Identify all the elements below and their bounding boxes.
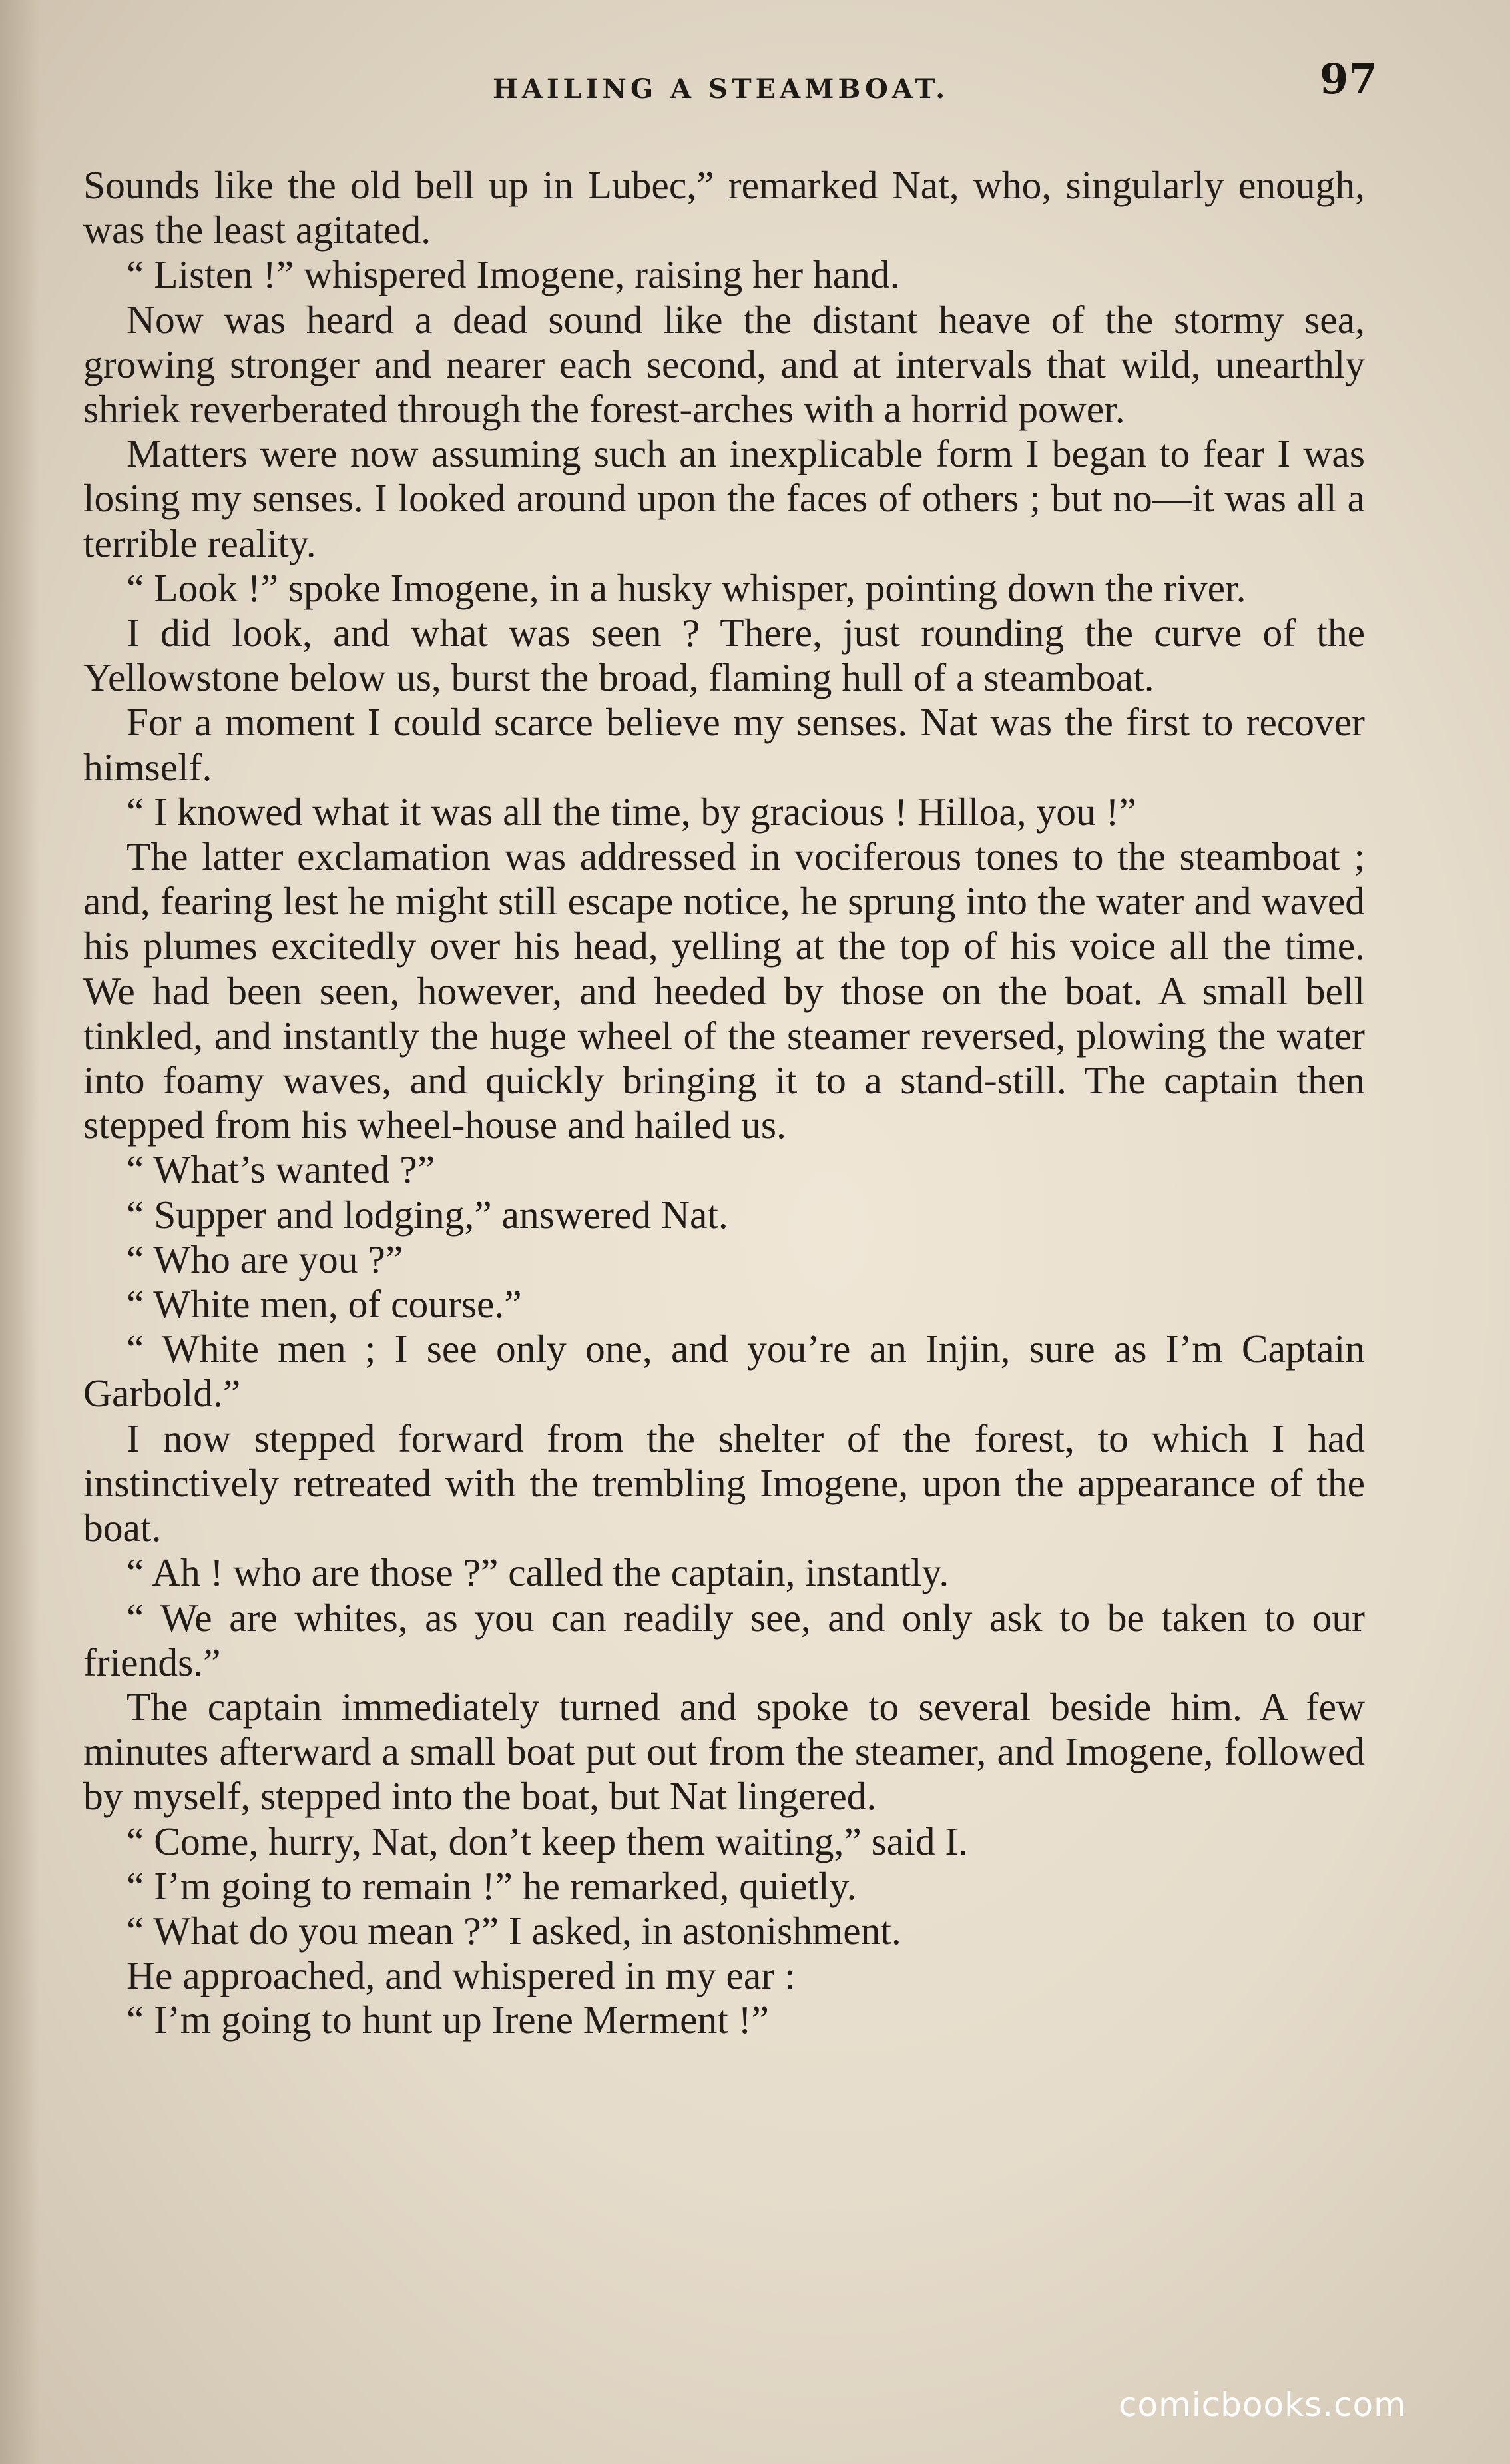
paragraph: “ I knowed what it was all the time, by gracious ! Hilloa, you !” bbox=[126, 789, 1136, 834]
paragraph: “ I’m going to hunt up Irene Merment !” bbox=[126, 1998, 769, 2042]
paragraph: “ Listen !” whispered Imogene, raising her hand. bbox=[126, 252, 900, 297]
paragraph: “ White men ; I see only one, and you’re an Injin, sure as I’m Captain Garbold.” bbox=[83, 1327, 1365, 1416]
paragraph: “ Ah ! who are those ?” called the captain, instantly. bbox=[126, 1550, 949, 1595]
paragraph: Sounds like the old bell up in Lubec,” remarked Nat, who, singularly enough, was the least agitated. bbox=[83, 163, 1365, 252]
running-title: HAILING A STEAMBOAT. bbox=[493, 73, 949, 105]
paragraph: “ We are whites, as you can readily see, and only ask to be taken to our friends.” bbox=[83, 1595, 1365, 1684]
paragraph: Matters were now assuming such an inexplicable form I began to fear I was losing my senses. I looked around upon the faces of others ; but no—it was all a terrible reality. bbox=[83, 432, 1365, 565]
watermark: comicbooks.com bbox=[1119, 2385, 1407, 2424]
paragraph: “ What’s wanted ?” bbox=[126, 1147, 435, 1192]
paragraph: For a moment I could scarce believe my senses. Nat was the first to recover himself. bbox=[83, 700, 1365, 789]
paragraph: “ Who are you ?” bbox=[126, 1237, 403, 1281]
paragraph: The captain immediately turned and spoke to several beside him. A few minutes afterward a small boat put out from the steamer, and Imogene, followed by myself, stepped into the boat, but Nat lingered. bbox=[83, 1684, 1365, 1819]
page-edge-shadow bbox=[0, 0, 40, 2464]
body-text bbox=[83, 163, 1365, 2043]
paragraph: “ Supper and lodging,” answered Nat. bbox=[126, 1192, 728, 1237]
page-number: 97 bbox=[1320, 55, 1378, 103]
paragraph: Now was heard a dead sound like the distant heave of the stormy sea, growing stronger and nearer each second, and at intervals that wild, unearthly shriek reverberated through the forest-arches with a horrid power. bbox=[83, 297, 1365, 432]
paragraph: I now stepped forward from the shelter of the forest, to which I had instinctively retreated with the trembling Imogene, upon the appearance of the boat. bbox=[83, 1416, 1365, 1550]
paragraph: I did look, and what was seen ? There, just rounding the curve of the Yellowstone below us, burst the broad, flaming hull of a steamboat. bbox=[83, 611, 1365, 700]
paragraph: “ Come, hurry, Nat, don’t keep them waiting,” said I. bbox=[126, 1819, 969, 1863]
paragraph: “ What do you mean ?” I asked, in astonishment. bbox=[126, 1908, 901, 1953]
paragraph: He approached, and whispered in my ear : bbox=[126, 1953, 796, 1998]
paragraph: “ White men, of course.” bbox=[126, 1282, 522, 1327]
paragraph: “ Look !” spoke Imogene, in a husky whisper, pointing down the river. bbox=[126, 565, 1246, 610]
paragraph: “ I’m going to remain !” he remarked, quietly. bbox=[126, 1863, 857, 1908]
paragraph: The latter exclamation was addressed in vociferous tones to the steamboat ; and, fearing lest he might still escape notice, he sprung into the water and waved his plumes excitedly over his head, yelling at the top of his voice all the time. We had been seen, however, and heeded by those on the boat. A small bell tinkled, and instantly the huge wheel of the steamer reversed, plowing the water into foamy waves, and quickly bringing it to a stand-still. The captain then stepped from his wheel-house and hailed us. bbox=[83, 834, 1365, 1147]
